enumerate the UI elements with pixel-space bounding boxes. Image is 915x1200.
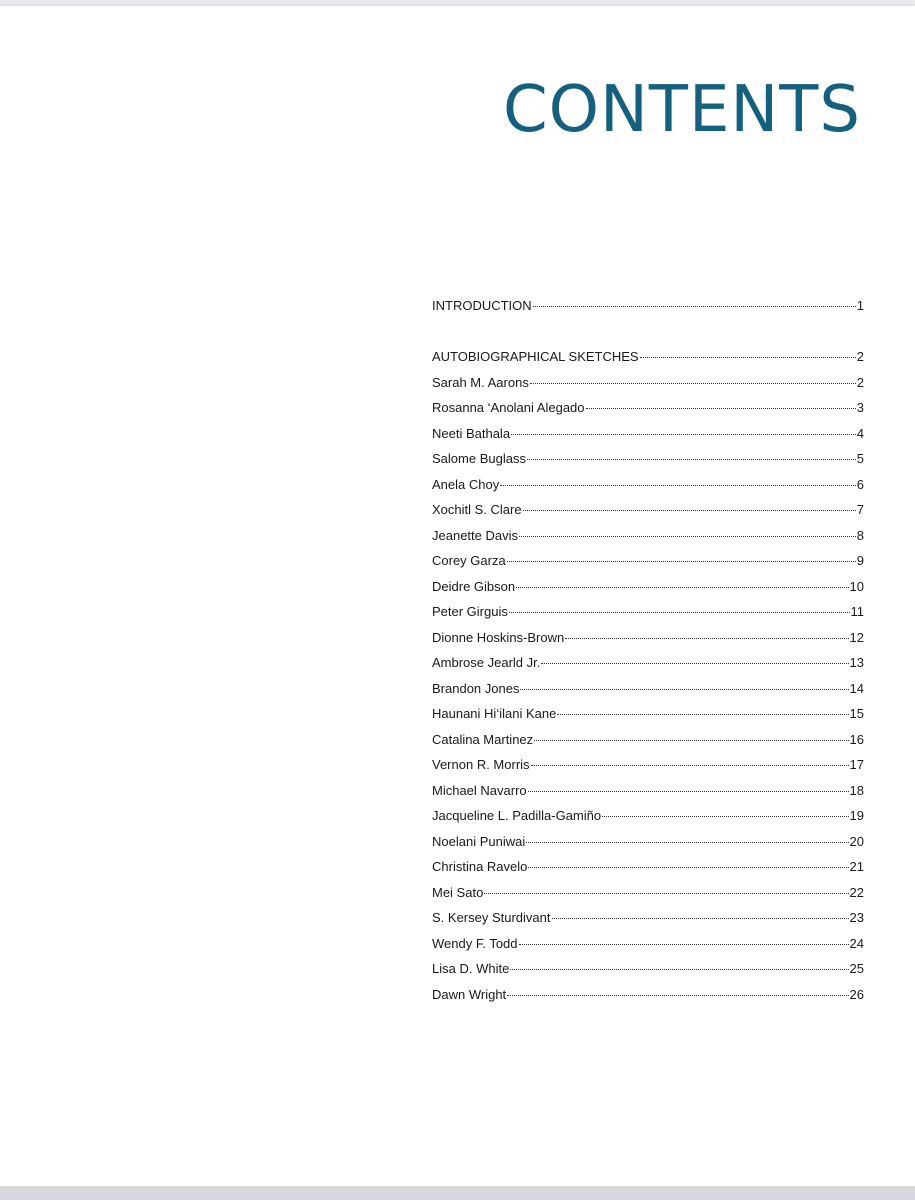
toc-entry-page: 7 [856,502,864,517]
toc-entry-page: 23 [849,910,864,925]
toc-entry-page: 2 [856,374,864,390]
dot-leader [519,536,856,537]
dot-leader [484,893,848,894]
toc-entry-label: Deidre Gibson [432,578,516,594]
dot-leader [541,663,848,664]
toc-entry[interactable] [432,834,864,860]
toc-entry-label: Xochitl S. Clare [432,502,522,517]
toc-entry[interactable] [432,528,864,554]
toc-entry[interactable] [432,502,864,528]
toc-entry-label: Peter Girguis [432,604,508,619]
dot-leader [509,612,850,613]
dot-leader [507,995,848,996]
dot-leader [500,485,856,486]
dot-leader [516,587,848,588]
dot-leader [510,969,848,970]
viewer-bottom-edge [0,1186,915,1200]
toc-entry-label: INTRODUCTION [432,298,532,313]
toc-entry[interactable] [432,808,864,834]
toc-entry-label: Jacqueline L. Padilla-Gamiño [432,808,602,823]
toc-entry-page: 19 [849,808,864,823]
toc-entry-label: Noelani Puniwai [432,833,526,849]
table-of-contents [432,298,864,1012]
toc-entry[interactable] [432,579,864,605]
toc-section-autobiographical-sketches[interactable] [432,349,864,375]
toc-entry-label: S. Kersey Sturdivant [432,910,551,925]
toc-entry-label: Christina Ravelo [432,859,528,874]
toc-entry[interactable] [432,987,864,1013]
dot-leader [565,638,848,639]
toc-entry[interactable] [432,426,864,452]
toc-entry-page: 15 [849,706,864,721]
toc-entry[interactable] [432,375,864,401]
toc-entry-page: 11 [850,604,864,619]
toc-entry-label: Salome Buglass [432,451,526,466]
toc-entry-label: Brandon Jones [432,680,520,696]
toc-entry-page: 13 [849,655,864,670]
toc-entry-page: 10 [849,578,864,594]
dot-leader [520,689,848,690]
toc-entry[interactable] [432,936,864,962]
toc-entry[interactable] [432,910,864,936]
toc-entry-page: 4 [856,425,864,441]
toc-entry-introduction[interactable] [432,298,864,324]
toc-entry-list [432,375,864,1013]
toc-entry-label: Anela Choy [432,476,500,492]
toc-entry[interactable] [432,477,864,503]
toc-entry-page: 22 [849,884,864,900]
toc-entry-page: 16 [849,731,864,747]
toc-entry-page: 9 [856,553,864,568]
dot-leader [534,740,848,741]
dot-leader [557,714,848,715]
toc-entry-page: 21 [849,859,864,874]
dot-leader [552,918,849,919]
toc-entry[interactable] [432,400,864,426]
toc-entry-label: Wendy F. Todd [432,935,518,951]
toc-entry-label: Catalina Martinez [432,731,534,747]
dot-leader [523,510,856,511]
toc-entry-page: 5 [856,451,864,466]
dot-leader [531,765,849,766]
toc-entry-page: 14 [849,680,864,696]
toc-entry-label: Neeti Bathala [432,425,511,441]
dot-leader [533,306,856,307]
toc-entry[interactable] [432,961,864,987]
toc-entry[interactable] [432,630,864,656]
dot-leader [530,383,856,384]
dot-leader [526,842,848,843]
toc-entry-page: 24 [849,935,864,951]
toc-entry[interactable] [432,757,864,783]
toc-entry-label: Dionne Hoskins-Brown [432,629,565,645]
dot-leader [528,867,848,868]
toc-entry-page: 26 [849,986,864,1002]
toc-entry-page: 1 [856,298,864,313]
toc-section-label: AUTOBIOGRAPHICAL SKETCHES [432,349,639,364]
toc-entry[interactable] [432,706,864,732]
toc-entry-label: Lisa D. White [432,961,510,976]
toc-entry-page: 25 [849,961,864,976]
toc-entry-label: Vernon R. Morris [432,757,530,772]
toc-entry-page: 18 [849,782,864,798]
toc-entry-label: Ambrose Jearld Jr. [432,655,541,670]
toc-entry-label: Dawn Wright [432,986,507,1002]
toc-entry-page: 3 [856,400,864,415]
toc-entry-label: Jeanette Davis [432,527,518,543]
toc-entry[interactable] [432,655,864,681]
toc-entry[interactable] [432,859,864,885]
dot-leader [586,408,856,409]
dot-leader [602,816,848,817]
document-page [0,6,915,1192]
dot-leader [640,357,856,358]
toc-entry[interactable] [432,732,864,758]
toc-entry-label: Michael Navarro [432,782,527,798]
toc-entry-label: Corey Garza [432,553,506,568]
dot-leader [527,459,856,460]
toc-entry[interactable] [432,604,864,630]
toc-entry-label: Haunani Hi‘ilani Kane [432,706,557,721]
toc-section-page: 2 [856,349,864,364]
toc-entry-page: 12 [849,629,864,645]
dot-leader [528,791,849,792]
toc-entry-page: 17 [849,757,864,772]
page-title: CONTENTS [502,73,861,147]
dot-leader [511,434,856,435]
toc-entry-page: 6 [856,476,864,492]
dot-leader [519,944,849,945]
toc-entry-page: 20 [849,833,864,849]
toc-entry[interactable] [432,681,864,707]
toc-entry-label: Mei Sato [432,884,484,900]
toc-entry-page: 8 [856,527,864,543]
toc-entry-label: Sarah M. Aarons [432,374,529,390]
toc-entry[interactable] [432,885,864,911]
section-gap [432,324,864,350]
toc-entry[interactable] [432,451,864,477]
toc-entry[interactable] [432,783,864,809]
dot-leader [507,561,856,562]
toc-entry[interactable] [432,553,864,579]
toc-entry-label: Rosanna ‘Anolani Alegado [432,400,585,415]
